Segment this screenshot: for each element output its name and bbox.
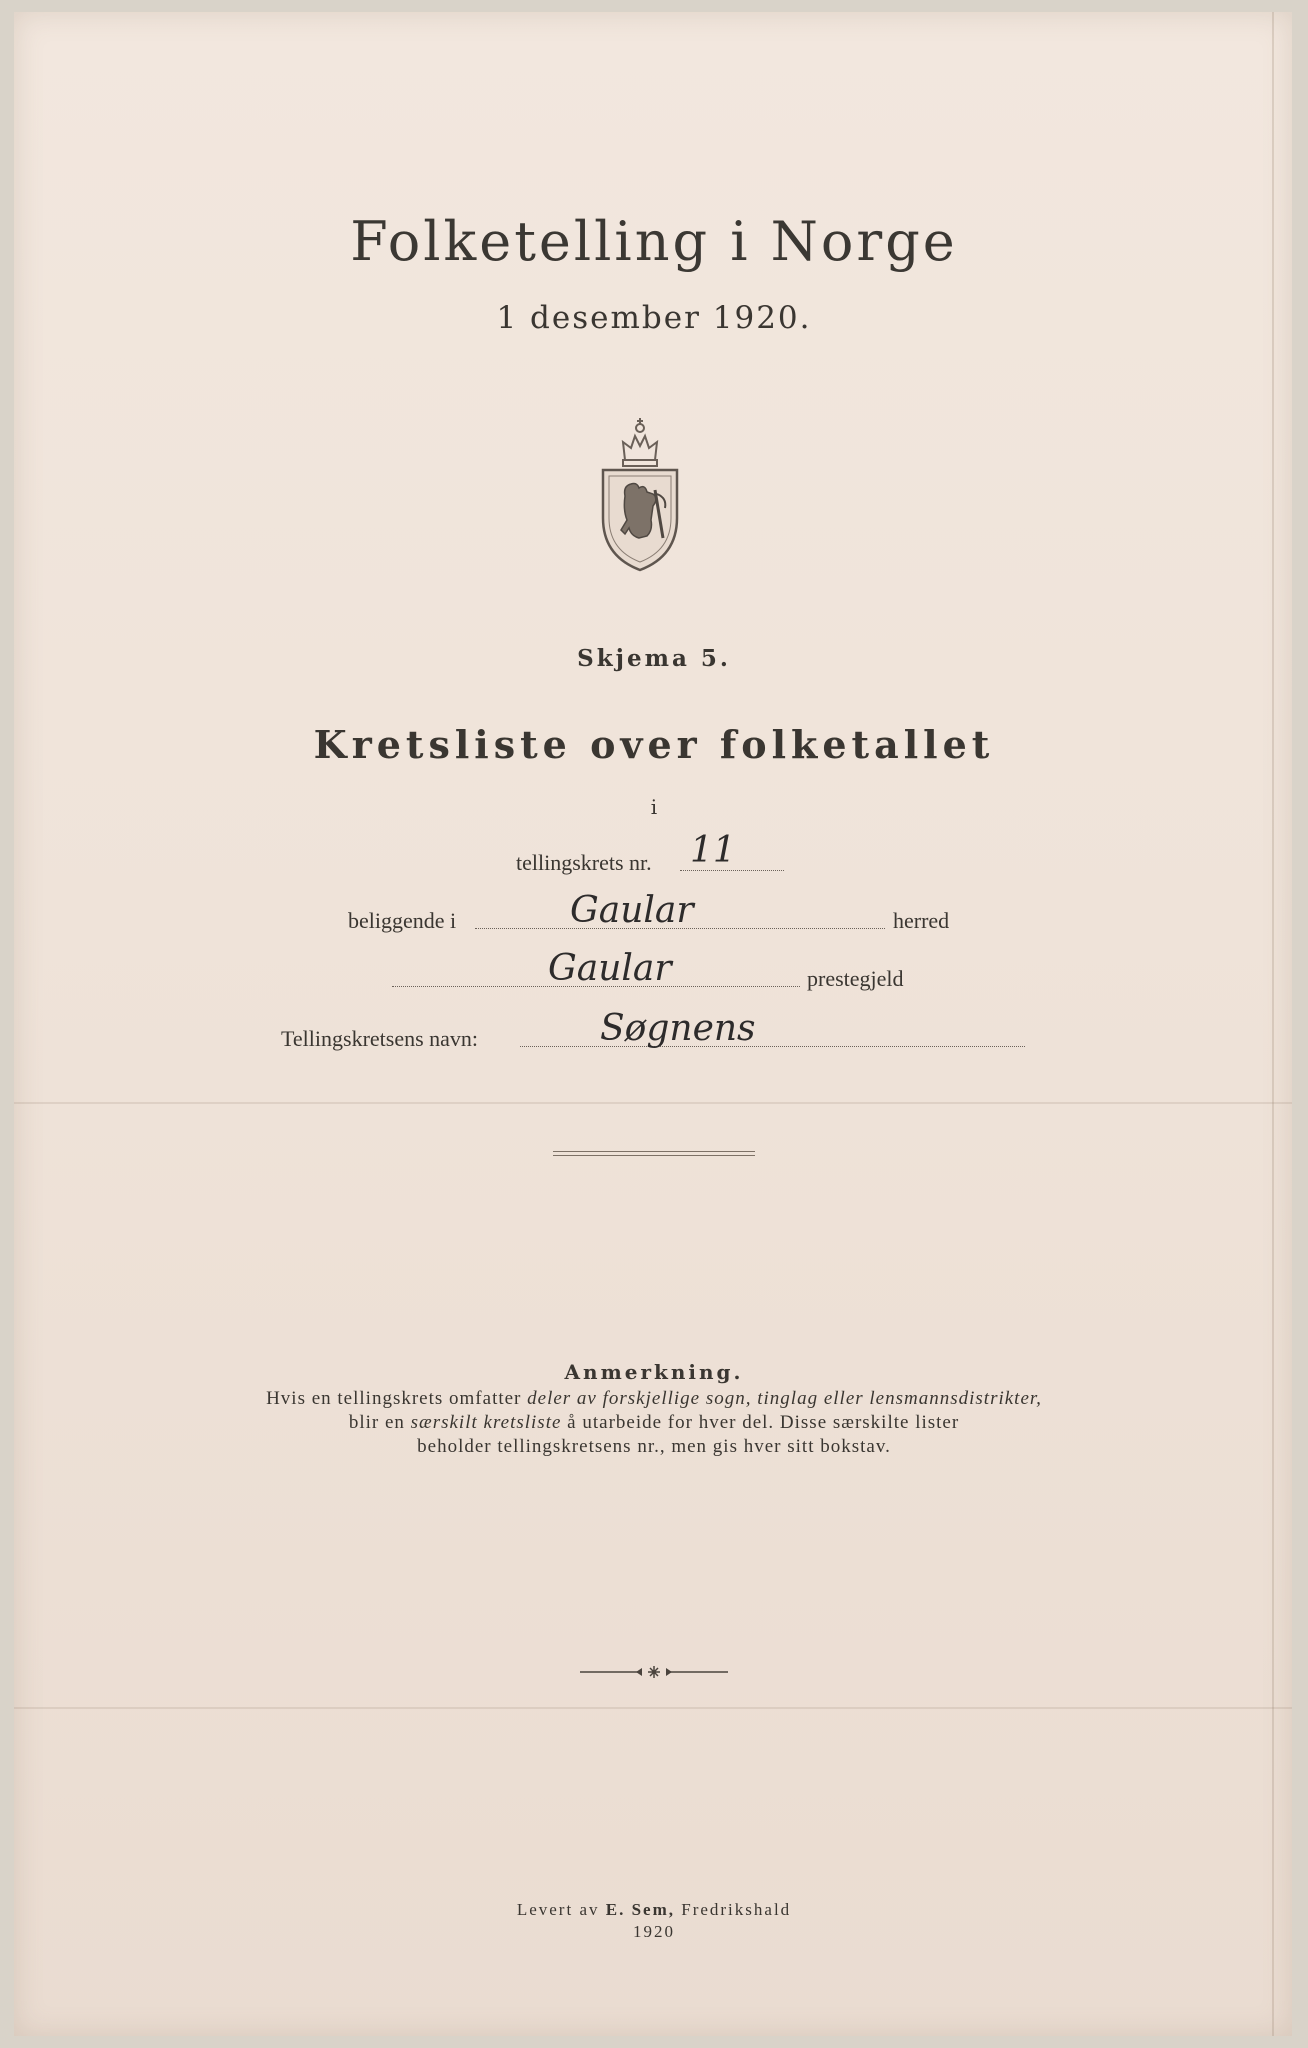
fold-line-horizontal (14, 1707, 1292, 1709)
schema-number: Skjema 5. (577, 645, 731, 672)
printer-year: 1920 (633, 1922, 675, 1941)
printer-credit: Levert av E. Sem, Fredrikshald (516, 1900, 792, 1919)
census-date: 1 desember 1920. (496, 300, 812, 336)
form-heading: Kretsliste over folketallet (313, 722, 995, 767)
ornament-divider (578, 1664, 730, 1680)
note-title: Anmerkning. (564, 1360, 744, 1384)
beliggende-label: beliggende i (348, 908, 457, 933)
navn-label: Tellingskretsens navn: (281, 1026, 479, 1051)
navn-value: Søgnens (600, 1008, 756, 1049)
tellingskrets-value: 11 (690, 830, 736, 871)
fold-line-horizontal (14, 1102, 1292, 1104)
note-line-3: beholder tellingskretsens nr., men gis hver sitt bokstav. (417, 1436, 891, 1457)
herred-label: herred (893, 908, 950, 933)
section-divider (553, 1151, 755, 1156)
tellingskrets-label: tellingskrets nr. (516, 850, 652, 875)
prestegjeld-value: Gaular (548, 948, 672, 989)
norwegian-coat-of-arms-icon (595, 398, 685, 578)
navn-line (520, 1046, 1025, 1047)
note-line-2: blir en særskilt kretsliste å utarbeide for hver del. Disse særskilte lister (348, 1412, 960, 1433)
note-line-1: Hvis en tellingskrets omfatter deler av forskjellige sogn, tinglag eller lensmannsdistrikter, (266, 1388, 1042, 1409)
prestegjeld-label: prestegjeld (807, 966, 904, 991)
document-title: Folketelling i Norge (350, 210, 958, 273)
preposition: i (650, 795, 658, 819)
herred-value: Gaular (570, 890, 694, 931)
